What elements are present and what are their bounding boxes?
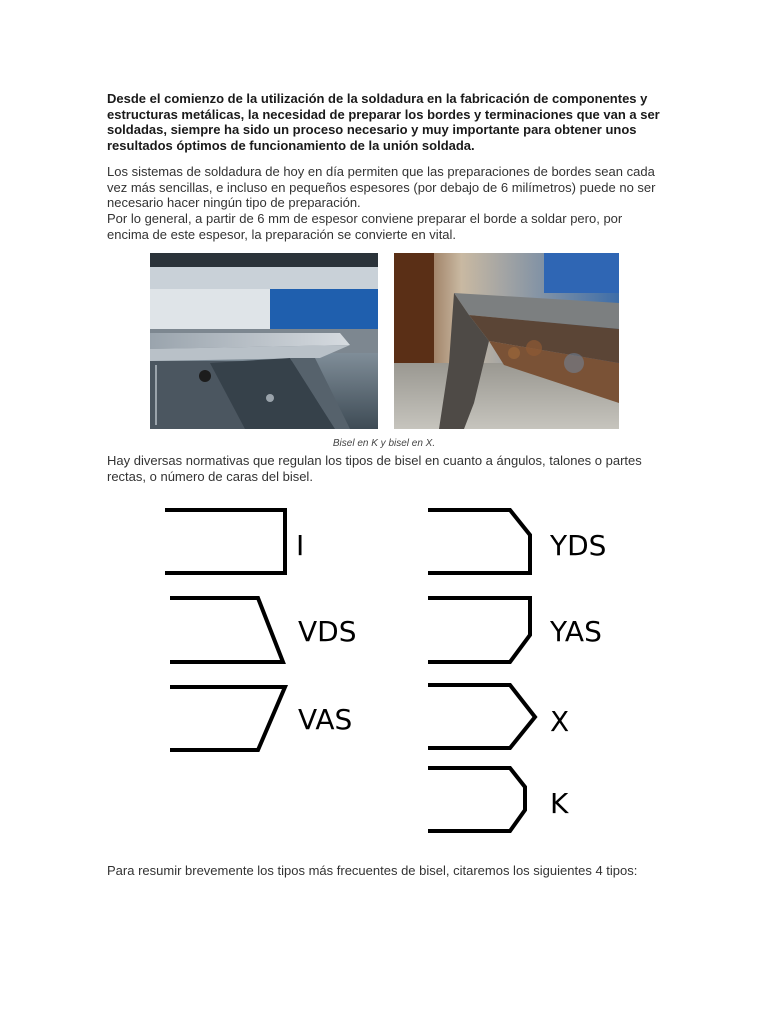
bevel-k-shape [428, 768, 525, 831]
photo-x-bevel [394, 253, 619, 429]
bevel-types-diagram [150, 495, 630, 850]
bevel-vas-shape [170, 687, 285, 750]
intro-paragraph: Desde el comienzo de la utilización de la soldadura en la fabricación de componentes y estructuras metálicas, la necesidad de preparar los bordes y terminaciones que van a ser soldadas, siempre ha sido un proceso necesario y muy importante para obtener unos resultados óptimos de funcionamiento de la unión soldada. [107, 91, 660, 153]
bevel-label-k: K [550, 787, 569, 820]
bevel-label-i: I [296, 529, 305, 562]
image-caption: Bisel en K y bisel en X. [332, 438, 436, 449]
bevel-label-yds: YDS [550, 529, 607, 562]
bevel-yds-shape [428, 510, 530, 573]
paragraph-summary: Para resumir brevemente los tipos más frecuentes de bisel, citaremos los siguientes 4 tipos: [107, 863, 638, 878]
bevel-label-vas: VAS [298, 703, 353, 736]
paragraph-standards: Hay diversas normativas que regulan los tipos de bisel en cuanto a ángulos, talones o partes rectas, o número de caras del bisel. [107, 453, 642, 484]
bevel-i-shape [165, 510, 285, 573]
bevel-label-vds: VDS [298, 615, 357, 648]
bevel-yas-shape [428, 598, 530, 662]
bevel-label-x: X [550, 705, 570, 738]
bevel-label-yas: YAS [550, 615, 602, 648]
bevel-x-shape [428, 685, 535, 748]
photo-k-bevel [150, 253, 378, 429]
paragraph-welding-systems: Los sistemas de soldadura de hoy en día permiten que las preparaciones de bordes sean cada vez más sencillas, e incluso en pequeños espesores (por debajo de 6 milímetros) puede no ser necesario hacer ningún tipo de preparación. [107, 164, 656, 211]
paragraph-thickness: Por lo general, a partir de 6 mm de espesor conviene preparar el borde a soldar pero, por encima de este espesor, la preparación se convierte en vital. [107, 211, 623, 242]
bevel-vds-shape [170, 598, 283, 662]
